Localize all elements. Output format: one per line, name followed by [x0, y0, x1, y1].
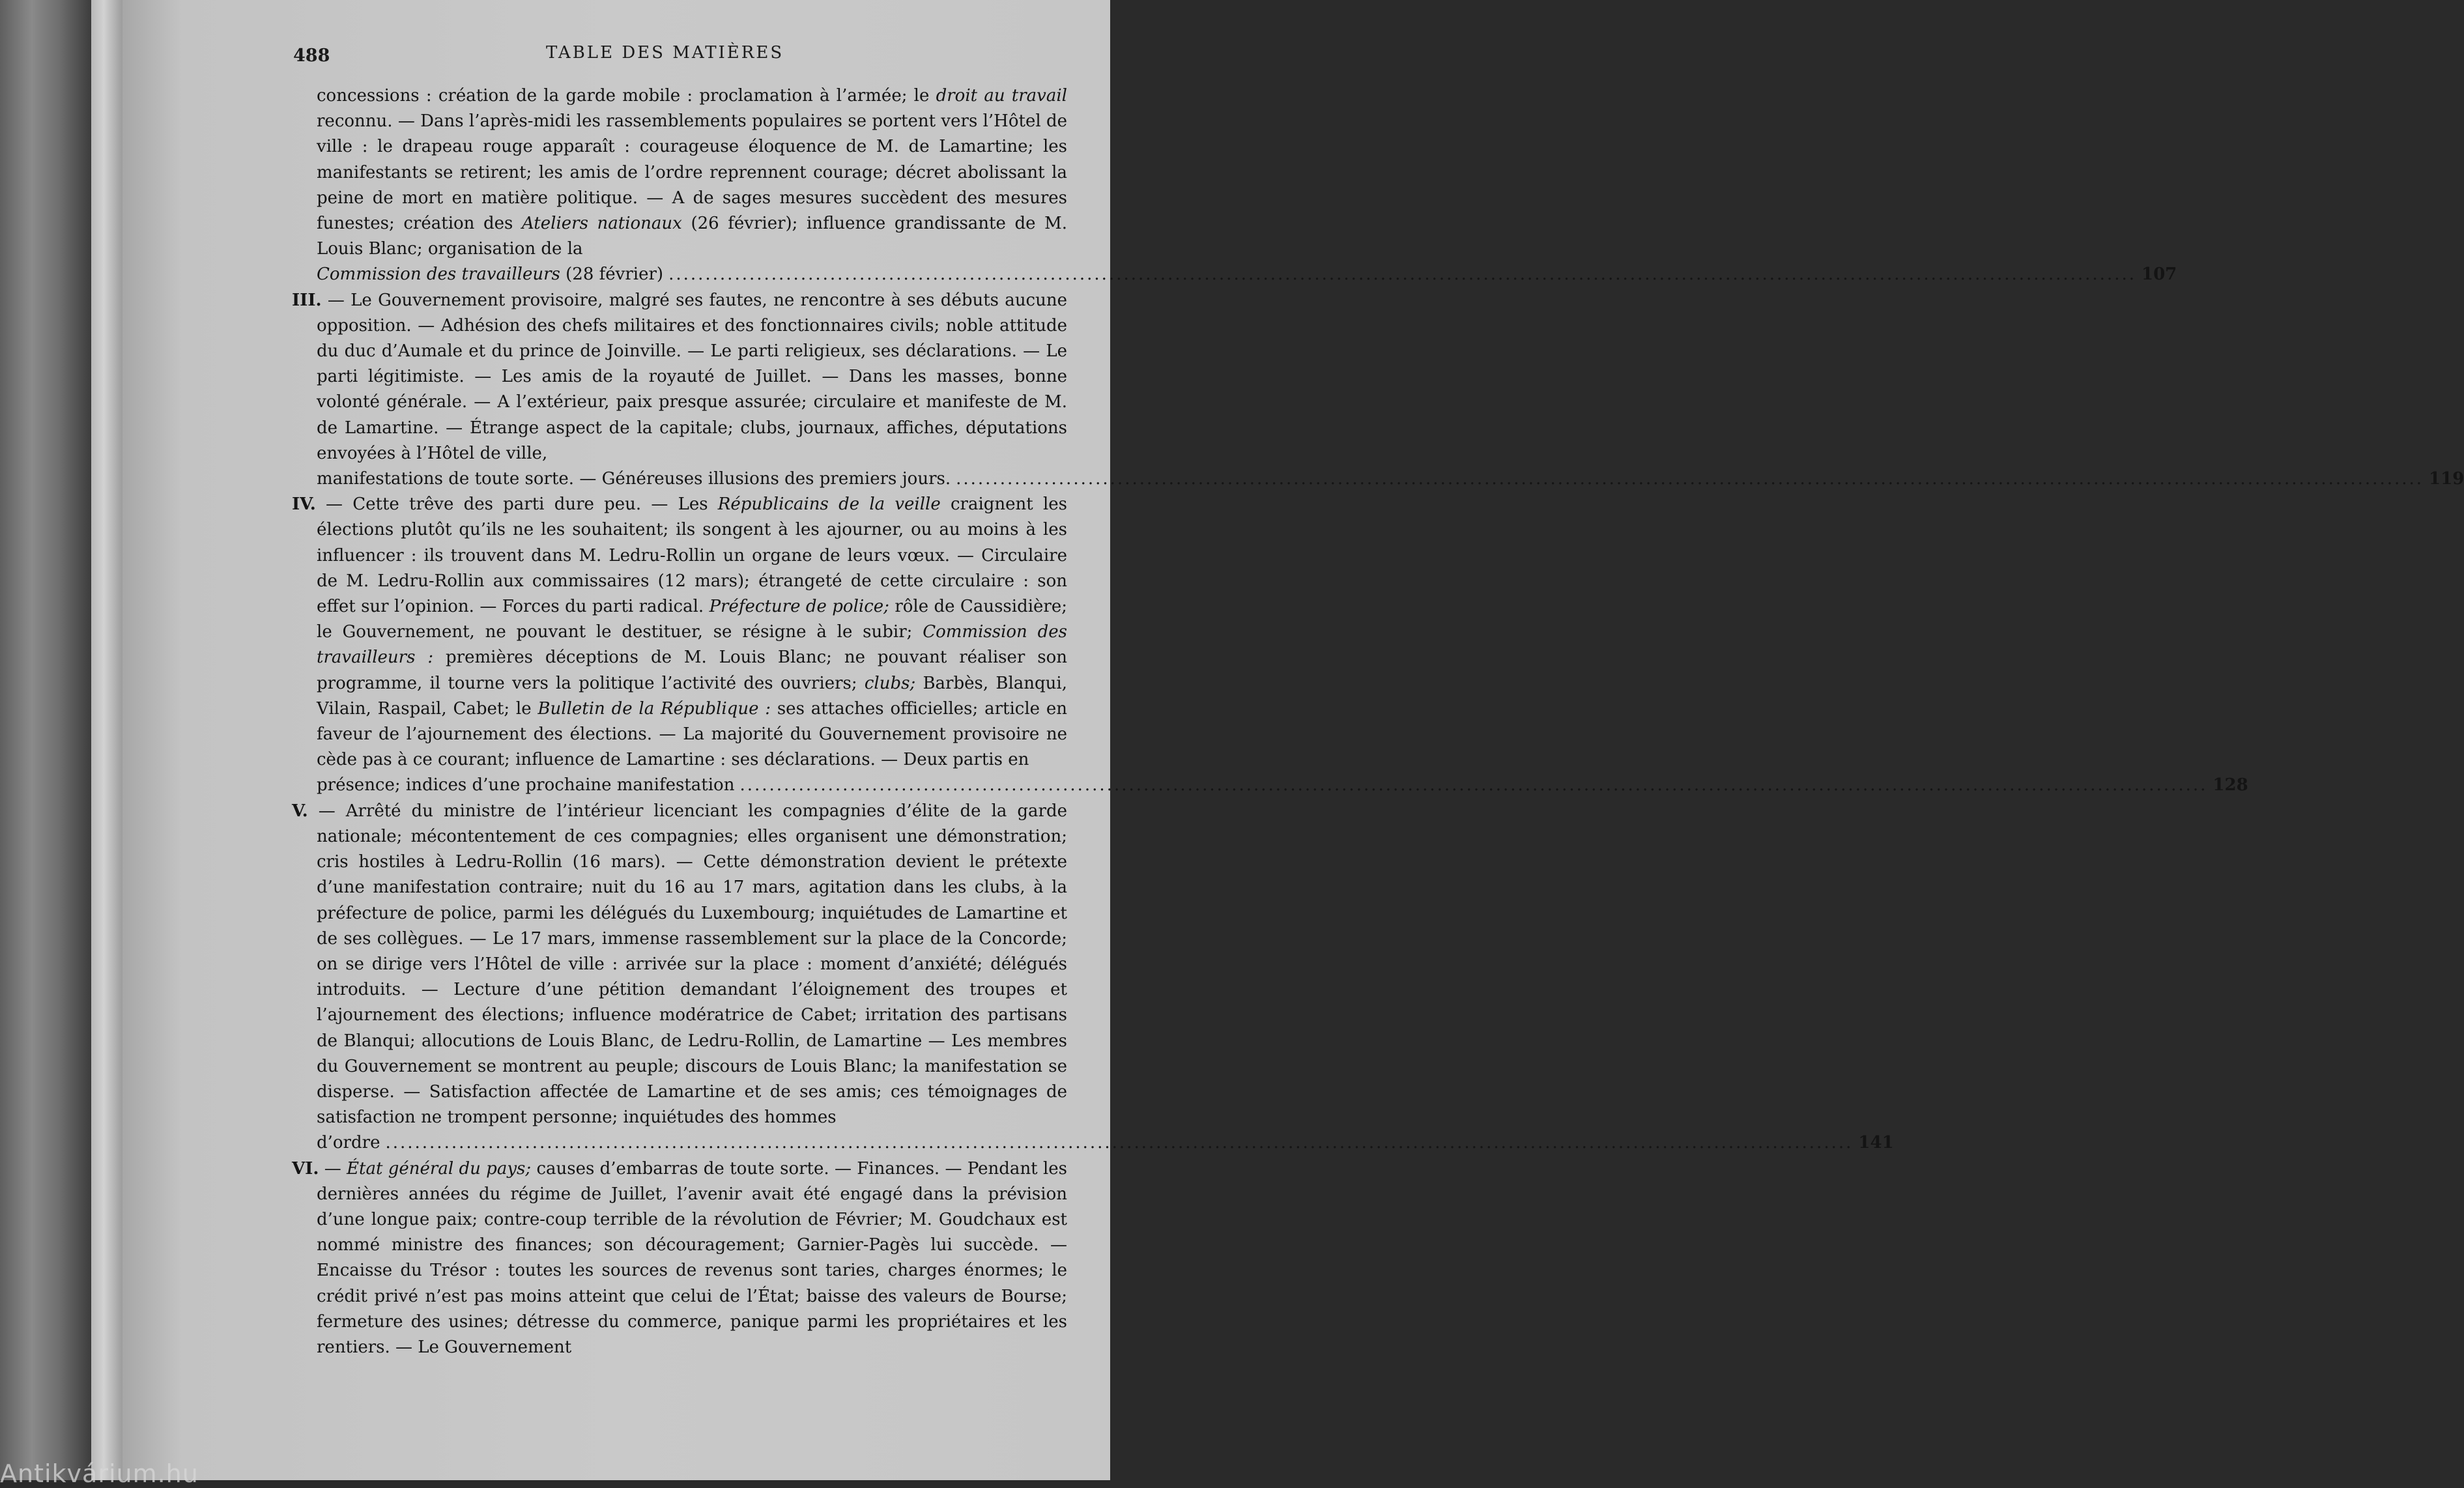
- book-spine: [0, 0, 91, 1480]
- toc-entry-tail: [292, 262, 2177, 287]
- table-of-contents: [292, 83, 2464, 1360]
- italic-text: Républicains de la veille: [717, 494, 941, 515]
- entry-text: — Cette trêve des parti dure peu. — Les: [315, 494, 718, 515]
- page-reference: 107: [2142, 265, 2177, 285]
- chapter-numeral: VI.: [292, 1158, 319, 1179]
- tail-text: [317, 262, 663, 287]
- italic-text: clubs;: [864, 673, 916, 693]
- entry-text: ses attaches officielles; article en faveur de l’ajournement des élections. — La majorité du Gouvernement provisoire ne cède pas à ce courant; influence de Lamartine : ses déclarations. — Deux partis en: [317, 698, 1067, 770]
- toc-entry-tail: [292, 466, 2464, 492]
- page-reference: 119: [2429, 469, 2464, 489]
- page-reference: 141: [1858, 1133, 1894, 1153]
- entry-text: concessions : création de la garde mobile : proclamation à l’armée; le: [317, 86, 936, 106]
- dot-leader: ........................................................................................................................................................................................................: [668, 265, 2136, 285]
- entry-text: (28 février): [560, 265, 664, 285]
- tail-text: [317, 773, 734, 798]
- chapter-numeral: V.: [292, 801, 308, 821]
- toc-entry-v: [292, 799, 1067, 1131]
- dot-leader: ........................................................................................................................................................................................................: [956, 469, 2424, 489]
- entry-text: manifestations de toute sorte. — Généreuses illusions des premiers jours.: [317, 469, 951, 489]
- tail-text: [317, 1130, 380, 1156]
- italic-text: droit au travail: [936, 86, 1067, 106]
- italic-text: Ateliers nationaux: [521, 214, 682, 234]
- entry-text: craignent les élections plutôt qu’ils ne les souhaitent; ils songent à les ajourner, ou au moins à les influencer : ils trouvent dans M. Ledru-Rollin un organe de leurs vœux. — Circulaire de M. Ledru-Rollin aux commissaires (12 mars); étrangeté de cette circulaire : son effet sur l’opinion. — Forces du parti radical.: [317, 494, 1068, 617]
- page-header: [293, 42, 1068, 68]
- toc-entry-tail: [292, 1130, 1894, 1156]
- toc-entry-iii: [292, 288, 1067, 466]
- tail-text: [317, 466, 951, 492]
- italic-text: État général du pays;: [347, 1158, 532, 1179]
- toc-entry-iv: [292, 492, 1067, 773]
- italic-text: Commission des travailleurs :: [317, 622, 1067, 668]
- entry-text: rôle de Caussidière; le Gouvernement, ne pouvant le destituer, se résigne à le subir;: [317, 597, 1067, 642]
- watermark: Antikvárium.hu: [0, 1459, 199, 1488]
- dot-leader: ........................................................................................................................................................................................................: [385, 1133, 1854, 1153]
- entry-text: reconnu. — Dans l’après-midi les rassemblements populaires se portent vers l’Hôtel de ville : le drapeau rouge apparaît : courageuse éloquence de M. de Lamartine; les manifestants se retirent; les amis de l’ordre reprennent courage; décret abolissant la peine de mort en matière politique. — A de sages mesures succèdent des mesures funestes; création des: [317, 111, 1067, 234]
- toc-entry-vi: [292, 1156, 1067, 1361]
- entry-text: — Arrêté du ministre de l’intérieur licenciant les compagnies d’élite de la garde nationale; mécontentement de ces compagnies; elles organisent une démonstration; cris hostiles à Ledru-Rollin (16 mars). — Cette démonstration devient le prétexte d’une manifestation contraire; nuit du 16 au 17 mars, agitation dans les clubs, à la préfecture de police, parmi les délégués du Luxembourg; inquiétudes de Lamartine et de ses collègues. — Le 17 mars, immense rassemblement sur la place de la Concorde; on se dirige vers l’Hôtel de ville : arrivée sur la place : moment d’anxiété; délégués introduits. — Lecture d’une pétition demandant l’éloignement des troupes et l’ajournement des élections; influence modératrice de Cabet; irritation des partisans de Blanqui; allocutions de Louis Blanc, de Ledru-Rollin, de Lamartine — Les membres du Gouvernement se montrent au peuple; discours de Louis Blanc; la manifestation se disperse. — Satisfaction affectée de Lamartine et de ses amis; ces témoignages de satisfaction ne trompent personne; inquiétudes des hommes: [308, 801, 1067, 1128]
- page-reference: 128: [2213, 775, 2248, 795]
- toc-entry-tail: [292, 773, 2248, 798]
- toc-entry-cont: [292, 83, 1067, 262]
- entry-text: (26 février); influence grandissante de M. Louis Blanc; organisation de la: [317, 214, 1067, 259]
- dot-leader: ........................................................................................................................................................................................................: [739, 775, 2208, 795]
- italic-text: Commission des travailleurs: [317, 265, 560, 285]
- chapter-numeral: III.: [292, 290, 322, 310]
- page-edge: [91, 0, 122, 1480]
- entry-text: Barbès, Blanqui, Vilain, Raspail, Cabet; le: [317, 673, 1067, 719]
- italic-text: Bulletin de la République :: [537, 698, 771, 719]
- chapter-numeral: IV.: [292, 494, 316, 515]
- entry-text: présence; indices d’une prochaine manifestation: [317, 775, 735, 795]
- entry-text: — Le Gouvernement provisoire, malgré ses fautes, ne rencontre à ses débuts aucune opposition. — Adhésion des chefs militaires et des fonctionnaires civils; noble attitude du duc d’Aumale et du prince de Joinville. — Le parti religieux, ses déclarations. — Le parti légitimiste. — Les amis de la royauté de Juillet. — Dans les masses, bonne volonté générale. — A l’extérieur, paix presque assurée; circulaire et manifeste de M. de Lamartine. — Étrange aspect de la capitale; clubs, journaux, affiches, députations envoyées à l’Hôtel de ville,: [317, 290, 1067, 463]
- italic-text: Préfecture de police;: [709, 597, 889, 617]
- entry-text: d’ordre: [317, 1133, 380, 1153]
- entry-text: causes d’embarras de toute sorte. — Finances. — Pendant les dernières années du régime de Juillet, l’avenir avait été engagé dans la prévision d’une longue paix; contre-coup terrible de la révolution de Février; M. Goudchaux est nommé ministre des finances; son découragement; Garnier-Pagès lui succède. — Encaisse du Trésor : toutes les sources de revenus sont taries, charges énormes; le crédit privé n’est pas moins atteint que celui de l’État; baisse des valeurs de Bourse; fermeture des usines; détresse du commerce, panique parmi les propriétaires et les rentiers. — Le Gouvernement: [317, 1158, 1067, 1357]
- running-title: TABLE DES MATIÈRES: [546, 43, 784, 63]
- entry-text: premières déceptions de M. Louis Blanc; ne pouvant réaliser son programme, il tourne vers la politique l’activité des ouvriers;: [317, 648, 1067, 693]
- page-number: 488: [293, 46, 330, 66]
- entry-text: —: [319, 1158, 347, 1179]
